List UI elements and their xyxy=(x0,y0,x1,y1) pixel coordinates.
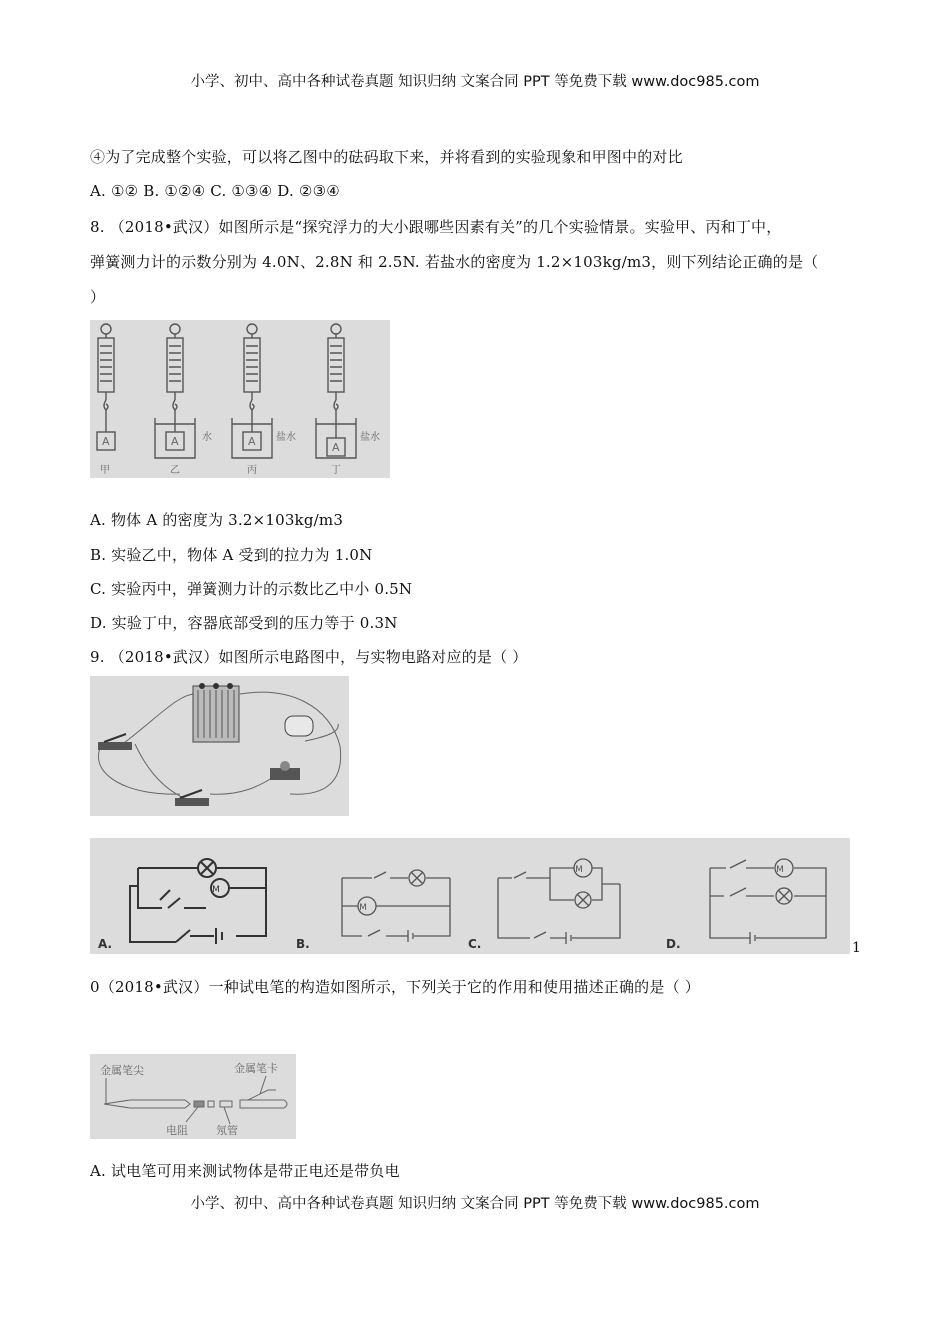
motor xyxy=(285,716,313,736)
battery-pack xyxy=(193,683,239,742)
page-number: 1 xyxy=(852,940,861,956)
caption-ding: 丁 xyxy=(331,465,341,476)
q8-option-a: A. 物体 A 的密度为 3.2×103kg/m3 xyxy=(90,511,344,529)
motor-symbol-c: M xyxy=(575,865,583,875)
caption-bing: 丙 xyxy=(247,465,257,476)
page-header: 小学、初中、高中各种试卷真题 知识归纳 文案合同 PPT 等免费下载 www.doc985.com xyxy=(190,74,760,90)
q10-stem: 0（2018•武汉）一种试电笔的构造如图所示，下列关于它的作用和使用描述正确的是（ ） xyxy=(90,978,700,996)
motor-symbol-a: M xyxy=(212,885,220,895)
q8-stem-line2: 弹簧测力计的示数分别为 4.0N、2.8N 和 2.5N. 若盐水的密度为 1.2×103kg/m3，则下列结论正确的是（ xyxy=(90,253,819,271)
switch-2 xyxy=(175,790,209,806)
prev-item-4: ④为了完成整个实验，可以将乙图中的砝码取下来，并将看到的实验现象和甲图中的对比 xyxy=(90,148,683,166)
q9-physical-circuit xyxy=(90,676,349,816)
q8-figure xyxy=(90,320,390,478)
option-letter-c: C. xyxy=(468,937,482,951)
option-letter-d: D. xyxy=(666,937,681,951)
option-letter-a: A. xyxy=(98,937,113,951)
circuit-a xyxy=(130,859,266,944)
q10-option-a: A. 试电笔可用来测试物体是带正电还是带负电 xyxy=(90,1162,400,1180)
block-label-ding: A xyxy=(332,441,340,454)
q8-option-c: C. 实验丙中，弹簧测力计的示数比乙中小 0.5N xyxy=(90,580,413,598)
q10-test-pen-figure xyxy=(90,1054,296,1139)
switch-1 xyxy=(98,734,132,750)
block-label-jia: A xyxy=(102,435,110,448)
q8-stem-line3: ） xyxy=(90,288,106,306)
label-metal-tip: 金属笔尖 xyxy=(100,1064,144,1077)
caption-jia: 甲 xyxy=(100,465,110,476)
q8-stem-line1: 8. （2018•武汉）如图所示是“探究浮力的大小跟哪些因素有关”的几个实验情景。实验甲、丙和丁中， xyxy=(90,218,782,236)
q9-circuit-options xyxy=(90,838,850,954)
caption-yi: 乙 xyxy=(170,465,180,476)
liquid-label-ding: 盐水 xyxy=(360,432,380,443)
motor-symbol-d: M xyxy=(776,865,784,875)
liquid-label-yi: 水 xyxy=(202,432,212,443)
lamp-holder xyxy=(270,761,300,780)
liquid-label-bing: 盐水 xyxy=(276,432,296,443)
q8-option-b: B. 实验乙中，物体 A 受到的拉力为 1.0N xyxy=(90,546,373,564)
block-label-bing: A xyxy=(248,435,256,448)
spring-scale-jia xyxy=(97,324,115,450)
circuit-d xyxy=(710,859,826,944)
q8-option-d: D. 实验丁中，容器底部受到的压力等于 0.3N xyxy=(90,614,398,632)
option-letter-b: B. xyxy=(296,937,310,951)
label-resistor: 电阻 xyxy=(166,1124,188,1137)
page-footer: 小学、初中、高中各种试卷真题 知识归纳 文案合同 PPT 等免费下载 www.doc985.com xyxy=(190,1196,760,1212)
label-neon-tube: 氖管 xyxy=(216,1124,238,1137)
motor-symbol-b: M xyxy=(359,903,367,913)
circuit-c xyxy=(498,859,620,944)
block-label-yi: A xyxy=(171,435,179,448)
prev-options: A. ①② B. ①②④ C. ①③④ D. ②③④ xyxy=(90,182,340,200)
q9-stem: 9. （2018•武汉）如图所示电路图中，与实物电路对应的是（ ） xyxy=(90,648,528,666)
spring-scale-ding xyxy=(316,324,356,458)
label-metal-clip: 金属笔卡 xyxy=(234,1062,278,1075)
